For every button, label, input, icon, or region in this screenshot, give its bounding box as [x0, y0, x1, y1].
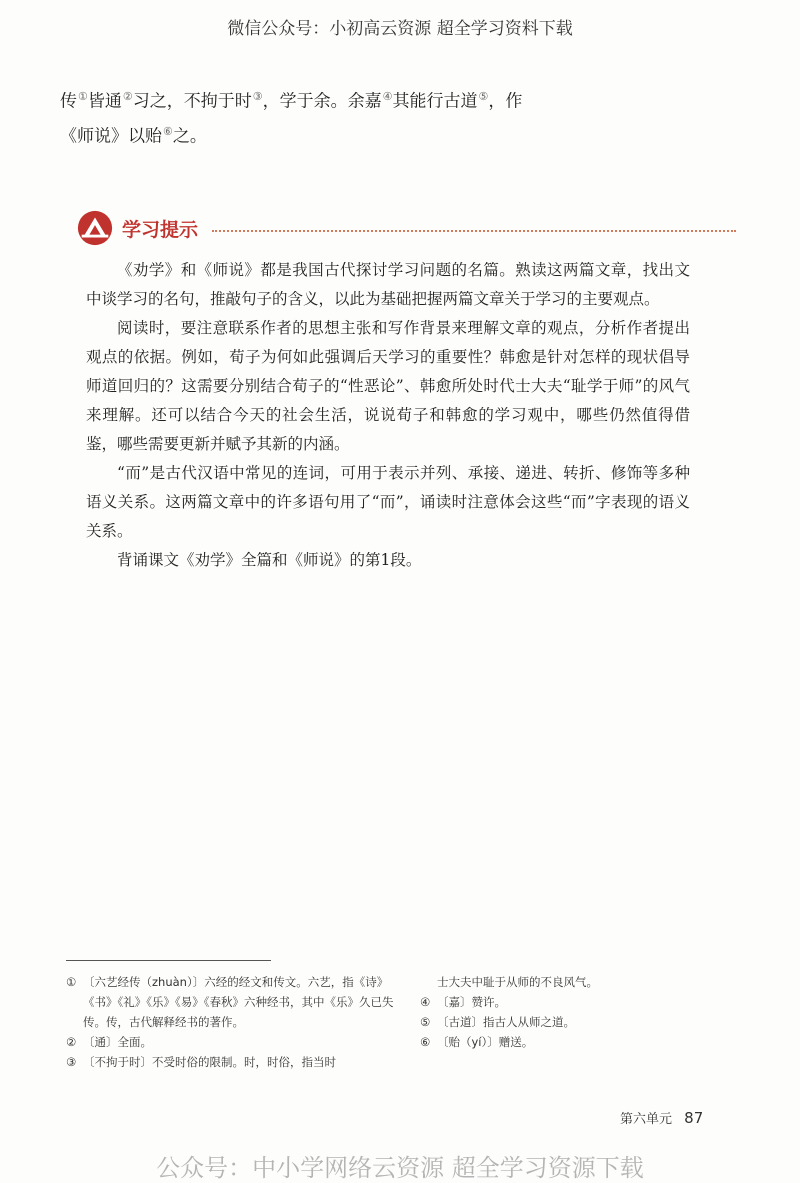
footnote-text: 〔古道〕指古人从师之道。	[437, 1015, 575, 1029]
footnote-number: ⑤	[420, 1015, 431, 1029]
hint-paragraph: “而”是古代汉语中常见的连词，可用于表示并列、承接、递进、转折、修饰等多种语义关系。这两篇文章中的许多语句用了“而”，诵读时注意体会这些“而”字表现的语义关系。	[86, 464, 690, 540]
footnote-item	[420, 1032, 750, 1052]
top-watermark: 微信公众号：小初高云资源 超全学习资料下载	[227, 19, 573, 39]
lead-text-segment: 之。	[172, 126, 207, 147]
page-footer	[620, 1108, 703, 1127]
footnote-divider	[66, 960, 271, 961]
footnote-ref: ⑥	[163, 124, 173, 138]
study-hint-body	[86, 256, 690, 575]
footnote-item	[66, 1032, 396, 1052]
footnote-text: 〔六艺经传（zhuàn）〕六经的经文和传文。六艺，指《诗》《书》《礼》《乐》《易》《春秋》六种经书，其中《乐》久已失传。传，古代解释经书的著作。	[83, 975, 394, 1029]
hint-paragraph: 背诵课文《劝学》全篇和《师说》的第1段。	[117, 551, 422, 569]
footnote-number: ①	[66, 975, 77, 989]
footnote-text: 〔贻（yí）〕赠送。	[437, 1035, 534, 1049]
footnote-ref: ③	[252, 90, 263, 103]
footnote-text: 〔嘉〕赞许。	[437, 995, 506, 1009]
study-hint-header	[76, 208, 736, 248]
footnote-text: 〔通〕全面。	[83, 1035, 152, 1049]
page-number: 87	[684, 1109, 704, 1127]
footnote-ref: ④	[382, 90, 393, 103]
lead-text-segment: 其能行古道	[392, 91, 478, 112]
footnote-ref: ②	[122, 90, 133, 103]
footnote-ref: ①	[78, 90, 88, 103]
footnote-number: ②	[66, 1035, 77, 1049]
study-hint-logo-icon	[76, 209, 114, 247]
footnote-item	[420, 992, 750, 1012]
footnote-number: ⑥	[420, 1035, 431, 1049]
footnote-ref: ⑤	[478, 90, 489, 103]
lead-text-segment: 皆通	[87, 91, 122, 112]
footnote-number: ④	[420, 995, 431, 1009]
lead-text-segment: ，学于余。余嘉	[262, 91, 382, 112]
lead-text-segment: ，作	[488, 91, 523, 112]
footnote-item	[66, 1052, 396, 1072]
bottom-watermark: 公众号：中小学网络云资源 超全学习资源下载	[156, 1154, 644, 1182]
lead-text	[60, 82, 580, 151]
lead-text-segment: 《师说》以贻	[60, 126, 162, 147]
lead-text-segment: 习之，不拘于时	[132, 91, 252, 112]
footnote-item	[420, 1012, 750, 1032]
footnotes-left-column	[66, 972, 396, 1072]
footnote-continuation: 士大夫中耻于从师的不良风气。	[437, 975, 598, 989]
footnote-item	[66, 972, 396, 1032]
footnotes-right-column	[420, 972, 750, 1052]
footnote-text: 〔不拘于时〕不受时俗的限制。时，时俗，指当时	[83, 1055, 336, 1069]
study-hint-title: 学习提示	[122, 218, 199, 241]
unit-label: 第六单元	[620, 1112, 673, 1127]
footnote-number: ③	[66, 1055, 77, 1069]
lead-line-2	[60, 117, 580, 152]
lead-line-1	[60, 82, 580, 117]
hint-paragraph: 《劝学》和《师说》都是我国古代探讨学习问题的名篇。熟读这两篇文章，找出文中谈学习的名句，推敲句子的含义，以此为基础把握两篇文章关于学习的主要观点。	[86, 261, 690, 308]
dotted-divider	[212, 230, 736, 232]
lead-text-segment: 传	[60, 91, 77, 112]
hint-paragraph: 阅读时，要注意联系作者的思想主张和写作背景来理解文章的观点，分析作者提出观点的依据。例如，荀子为何如此强调后天学习的重要性？韩愈是针对怎样的现状倡导师道回归的？这需要分别结合荀子的“性恶论”、韩愈所处时代士大夫“耻学于师”的风气来理解。还可以结合今天的社会生活，说说荀子和韩愈的学习观中，哪些仍然值得借鉴，哪些需要更新并赋予其新的内涵。	[86, 319, 690, 453]
